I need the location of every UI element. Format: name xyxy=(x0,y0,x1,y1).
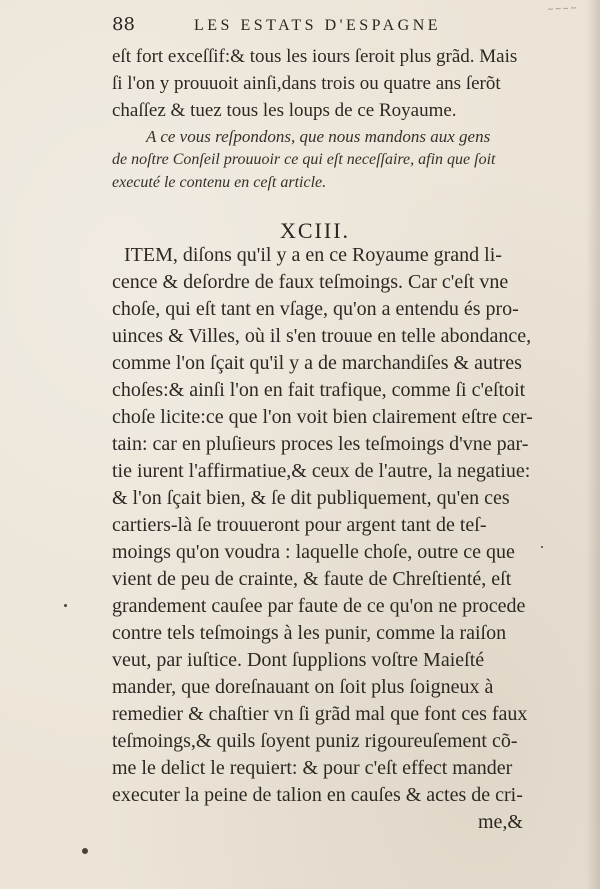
article-line: choſes:& ainſi l'on en fait trafique, comme ſi c'eſtoit xyxy=(112,379,526,401)
article-line: contre tels teſmoings à les punir, comme la raiſon xyxy=(112,622,507,644)
response-line: executé le contenu en ceſt article. xyxy=(112,174,327,191)
article-line: & l'on ſçait bien, & ſe dit publiquement, qu'en ces xyxy=(112,487,510,509)
page-header xyxy=(112,14,532,35)
response-line: de noſtre Conſeil prouuoir ce qui eſt neceſſaire, afin que ſoit xyxy=(112,151,496,168)
article-line: cence & deſordre de faux teſmoings. Car c'eſt vne xyxy=(112,271,509,293)
article-line: teſmoings,& quils ſoyent puniz rigoureuſement cõ- xyxy=(112,730,518,752)
article-line: grandement cauſee par faute de ce qu'on ne procede xyxy=(112,595,526,617)
article-line: uinces & Villes, où il s'en trouue en telle abondance, xyxy=(112,325,532,347)
corner-annotation: ~~~~ xyxy=(546,3,579,14)
article-line: choſe, qui eſt tant en vſage, qu'on a entendu és pro- xyxy=(112,298,519,320)
article-line: moings qu'on voudra : laquelle choſe, outre ce que xyxy=(112,541,515,563)
running-title: LES ESTATS D'ESPAGNE xyxy=(194,17,442,34)
response-line: A ce vous reſpondons, que nous mandons aux gens xyxy=(146,127,491,146)
article-line: mander, que doreſnauant on ſoit plus ſoigneux à xyxy=(112,676,494,698)
catchword: me,& xyxy=(478,811,523,833)
page-number: 88 xyxy=(112,14,135,35)
article-line: executer la peine de talion en cauſes & actes de cri- xyxy=(112,784,523,806)
article-line: veut, par iuſtice. Dont ſupplions voſtre Maieſté xyxy=(112,649,485,671)
article-line: tie iurent l'affirmatiue,& ceux de l'autre, la negatiue: xyxy=(112,460,531,482)
article-line: ITEM, diſons qu'il y a en ce Royaume grand li- xyxy=(124,244,502,266)
text-line: eſt fort exceſſif:& tous les iours ſeroit plus grãd. Mais xyxy=(112,46,518,67)
ink-speck xyxy=(541,546,543,548)
article-line: remedier & chaſtier vn ſi grãd mal que font ces faux xyxy=(112,703,528,725)
article-line: me le delict le requiert: & pour c'eſt effect mander xyxy=(112,757,513,779)
article-line: tain: car en pluſieurs proces les teſmoings d'vne par- xyxy=(112,433,529,455)
page-edge-shadow xyxy=(586,0,600,889)
article-line: cartiers-là ſe trouueront pour argent tant de teſ- xyxy=(112,514,487,536)
text-line: ſi l'on y prouuoit ainſi,dans trois ou quatre ans ſerõt xyxy=(112,73,501,94)
chapter-heading: XCIII. xyxy=(280,218,351,243)
article-line: comme l'on ſçait qu'il y a de marchandiſes & autres xyxy=(112,352,522,374)
text-line: chaſſez & tuez tous les loups de ce Royaume. xyxy=(112,100,457,121)
article-line: vient de peu de crainte, & faute de Chreſtienté, eſt xyxy=(112,568,512,590)
article-line: choſe licite:ce que l'on voit bien clairement eſtre cer- xyxy=(112,406,533,428)
ink-speck xyxy=(82,848,88,854)
ink-speck xyxy=(64,604,67,607)
